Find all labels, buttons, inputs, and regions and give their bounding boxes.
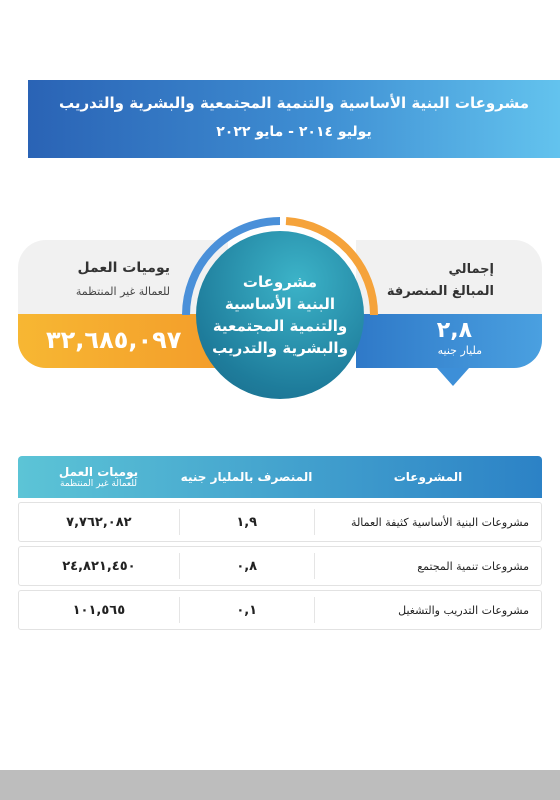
center-line-4: والبشرية والتدريب [212,339,348,357]
header-workdays [18,456,179,498]
workdays-value: ٣٢,٦٨٥,٠٩٧ [46,326,182,354]
projects-table [18,456,542,630]
page-title: مشروعات البنية الأساسية والتنمية المجتمعية والبشرية والتدريب [58,94,530,112]
cell-divider [314,509,315,535]
spent-label: المبالغ المنصرفة [386,284,494,299]
cell-divider [179,509,180,535]
row-workdays: ٧,٧٦٢,٠٨٢ [66,514,132,530]
header-workdays-label: يوميات العمل [58,465,139,479]
spent-value: ٢,٨ [436,318,472,343]
footer-bar [0,770,560,800]
total-spent-card [356,240,542,368]
row-workdays: ٢٤,٨٢١,٤٥٠ [62,558,136,574]
cell-divider [314,553,315,579]
center-circle [196,231,364,399]
cell-divider [179,553,180,579]
workdays-label: يوميات العمل [77,260,170,276]
row-spent: ١,٩ [236,514,258,530]
table-header [18,456,542,498]
table-row [18,502,542,542]
center-line-1: مشروعات [242,273,318,291]
center-line-2: البنية الأساسية [224,295,336,313]
row-spent: ٠,٨ [236,558,258,574]
down-arrow-icon [437,368,469,386]
cell-divider [179,597,180,623]
date-range: يوليو ٢٠١٤ - مايو ٢٠٢٢ [216,124,372,140]
row-workdays: ١٠١,٥٦٥ [72,602,126,618]
header-banner [28,80,560,158]
row-spent: ٠,١ [236,602,258,618]
center-line-3: والتنمية المجتمعية [212,317,348,335]
table-row [18,546,542,586]
cell-divider [314,597,315,623]
row-project: مشروعات البنية الأساسية كثيفة العمالة [351,515,529,529]
total-label: إجمالي [448,262,494,277]
row-project: مشروعات تنمية المجتمع [417,559,529,573]
row-project: مشروعات التدريب والتشغيل [398,603,529,617]
header-workdays-sub: للعمالة غير المنتظمة [60,479,137,489]
table-row [18,590,542,630]
workdays-sublabel: للعمالة غير المنتظمة [75,285,170,298]
header-spent: المنصرف بالمليار جنيه [180,470,313,484]
header-projects: المشروعات [393,470,463,484]
spent-unit: مليار جنيه [437,344,482,357]
